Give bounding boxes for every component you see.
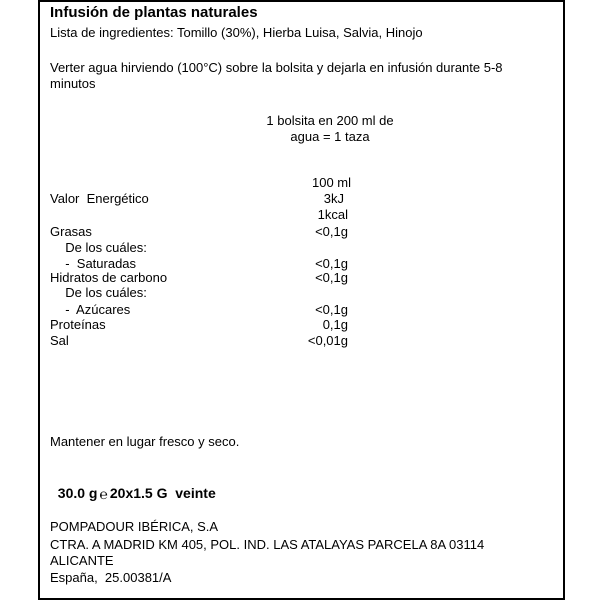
preparation-line-2: minutos	[50, 76, 96, 91]
nutrition-label-saturated: - Saturadas	[58, 256, 137, 271]
top-border	[38, 0, 565, 2]
estimate-sign-icon: ℮	[99, 486, 108, 502]
nutrition-label-of-which-2: De los cuáles:	[58, 285, 147, 300]
nutrition-value-salt: <0,01g	[307, 333, 348, 348]
nutrition-column-header: 100 ml	[312, 175, 352, 190]
company-name: POMPADOUR IBÉRICA, S.A	[50, 519, 219, 534]
nutrition-value-energy-kcal: 1kcal	[317, 207, 348, 222]
nutrition-label-fats: Grasas	[50, 224, 92, 239]
unit-count: 20x1.5 G veinte	[109, 485, 216, 501]
company-address-line-2: ALICANTE	[50, 553, 114, 568]
preparation-line-1: Verter agua hirviendo (100°C) sobre la bolsita y dejarla en infusión durante 5-8	[50, 60, 503, 75]
nutrition-label-carbohydrates: Hidratos de carbono	[50, 270, 168, 285]
net-weight: 30.0 g	[57, 485, 98, 501]
serving-size-line-2: agua = 1 taza	[290, 129, 370, 144]
net-quantity	[50, 469, 216, 502]
nutrition-value-fats: <0,1g	[315, 224, 348, 239]
nutrition-value-saturated: <0,1g	[315, 256, 348, 271]
nutrition-label-protein: Proteínas	[50, 317, 106, 332]
nutrition-value-sugars: <0,1g	[315, 302, 348, 317]
nutrition-label-sugars: - Azúcares	[58, 302, 131, 317]
registry-number: España, 25.00381/A	[50, 570, 172, 585]
nutrition-label-energy: Valor Energético	[50, 191, 149, 206]
ingredients-list: Lista de ingredientes: Tomillo (30%), Hierba Luisa, Salvia, Hinojo	[50, 25, 423, 40]
product-title: Infusión de plantas naturales	[50, 4, 258, 21]
nutrition-value-carbohydrates: <0,1g	[315, 270, 348, 285]
serving-size-line-1: 1 bolsita en 200 ml de	[266, 113, 394, 128]
nutrition-value-energy-kj: 3kJ	[323, 191, 344, 206]
nutrition-label-of-which-1: De los cuáles:	[58, 240, 147, 255]
nutrition-value-protein: 0,1g	[322, 317, 348, 332]
storage-instructions: Mantener en lugar fresco y seco.	[50, 434, 240, 449]
nutrition-label-salt: Sal	[50, 333, 69, 348]
company-address-line-1: CTRA. A MADRID KM 405, POL. IND. LAS ATALAYAS PARCELA 8A 03114	[50, 537, 485, 552]
